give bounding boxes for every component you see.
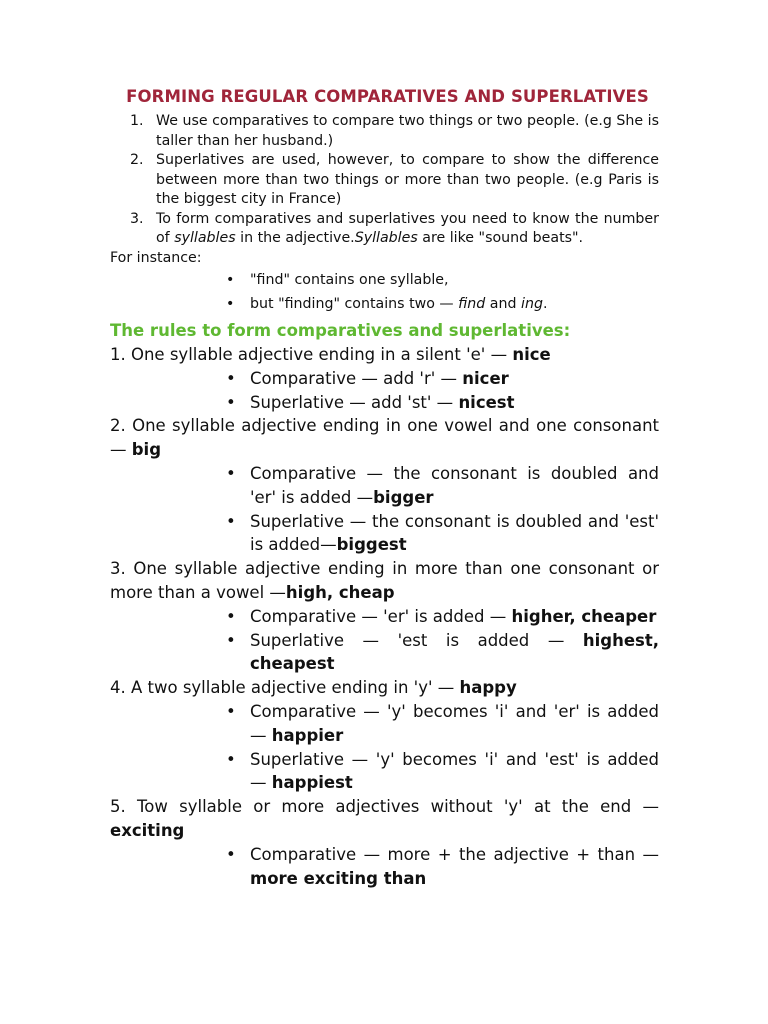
bullet-text: Comparative — more + the adjective + than — [250,844,659,864]
bullet-icon: • [226,606,236,626]
bullet-item [110,292,659,316]
bullet-item [110,268,659,292]
bullet-text: Superlative — add 'st' — [250,392,459,412]
rule-example: happy [459,678,517,698]
bullet-text: Comparative — the consonant is doubled and 'er' is added — [250,463,659,507]
rule-text: 4. A two syllable adjective ending in 'y' — [110,678,460,698]
bullet-item [110,462,659,510]
bullet-bold: higher, cheaper [511,606,657,626]
bullet-item [110,510,659,558]
bullet-text: Comparative — add 'r' — [250,368,463,388]
for-instance-label: For instance: [110,249,202,266]
instance-bullets [110,268,659,316]
bullet-text: Superlative — the consonant is doubled and 'est' is added— [250,511,659,555]
bullet-bold: nicer [462,368,509,388]
rule-text: 2. One syllable adjective ending in one vowel and one consonant — [110,416,659,460]
list-item [110,151,659,210]
bullet-icon: • [226,463,236,483]
bullet-item [110,629,659,677]
rule-bullets [110,605,659,676]
list-item-text: We use comparatives to compare two things or two people. (e.g She is taller than her husband.) [156,113,659,149]
bullet-bold: happiest [271,773,353,793]
bullet-text: but "finding" contains two — [250,296,459,312]
bullet-item [110,367,659,391]
bullet-icon: • [226,296,235,312]
rule-bullets [110,700,659,795]
rule-example: exciting [110,820,185,840]
list-item [110,112,659,151]
italic-term: ing [521,296,543,312]
document-page [110,86,659,890]
bullet-icon: • [226,272,235,288]
rule-paragraph [110,795,659,843]
bullet-icon: • [226,701,236,721]
list-number: 1. [130,113,144,129]
list-item-text: in the adjective. [235,230,355,246]
list-number: 3. [130,210,144,227]
rule-bullets [110,843,659,891]
list-item [110,210,659,249]
rule-paragraph [110,557,659,605]
rule-bullets [110,367,659,415]
italic-term: syllables [174,230,236,246]
bullet-item [110,700,659,748]
bullet-bold: bigger [373,487,434,507]
rule-text: 1. One syllable adjective ending in a silent 'e' — [110,345,513,364]
rules-heading: The rules to form comparatives and superlatives: [110,321,571,340]
rule-example: nice [512,345,551,364]
intro-list [110,112,659,249]
bullet-text: Comparative — 'er' is added — [250,606,512,626]
bullet-bold: highest, cheapest [250,630,659,674]
italic-term: Syllables [354,230,418,246]
list-item-text: Superlatives are used, however, to compare to show the difference between more than two things or more than two people. (e.g Paris is the biggest city in France) [156,152,659,207]
bullet-icon: • [226,368,236,388]
bullet-icon: • [226,844,236,864]
bullet-bold: biggest [336,535,407,555]
bullet-text: and [485,296,522,312]
italic-term: find [458,296,486,312]
bullet-text: . [542,296,548,312]
list-item-text: To form comparatives and superlatives you need to know the number of [156,210,659,246]
rule-text: 3. One syllable adjective ending in more than one consonant or more than a vowel — [110,559,659,602]
bullet-text: Comparative — 'y' becomes 'i' and 'er' is added — [250,701,659,745]
rule-example: high, cheap [285,582,395,602]
list-number: 2. [130,152,144,168]
bullet-text: Superlative — 'est is added — [250,630,583,650]
bullet-bold: more exciting than [250,868,427,888]
bullet-item [110,391,659,415]
page-title: FORMING REGULAR COMPARATIVES AND SUPERLATIVES [126,87,649,106]
bullet-item [110,748,659,796]
bullet-icon: • [226,392,236,412]
rule-paragraph [110,414,659,462]
bullet-text: Superlative — 'y' becomes 'i' and 'est' is added — [250,749,659,793]
rule-bullets [110,462,659,557]
rule-example: big [131,440,162,460]
bullet-bold: nicest [458,392,515,412]
rule-paragraph [110,343,659,367]
bullet-text: "find" contains one syllable, [250,272,449,288]
bullet-icon: • [226,511,236,531]
list-item-text: are like "sound beats". [417,230,584,246]
rules-section [110,343,659,890]
bullet-bold: happier [271,725,344,745]
bullet-icon: • [226,749,236,769]
bullet-icon: • [226,630,236,650]
rule-text: 5. Tow syllable or more adjectives without 'y' at the end — [110,797,659,817]
rule-paragraph [110,676,659,700]
bullet-item [110,605,659,629]
bullet-item [110,843,659,891]
